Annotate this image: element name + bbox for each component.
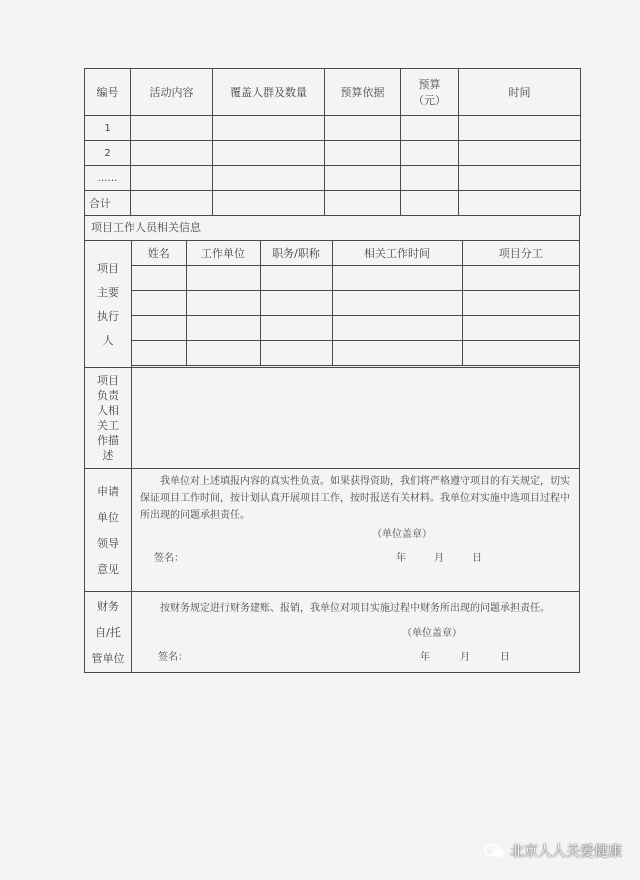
table-row [85, 141, 581, 166]
applicant-content [132, 469, 579, 591]
table-cell[interactable] [325, 166, 401, 191]
finance-block [85, 591, 579, 672]
table-cell[interactable] [332, 315, 462, 340]
budget-table [84, 68, 581, 216]
table-cell[interactable] [332, 265, 462, 290]
label-line: 主要 [97, 286, 119, 299]
table-cell[interactable] [462, 315, 579, 340]
table-cell[interactable] [132, 315, 186, 340]
table-row [132, 340, 579, 365]
finance-statement: 按财务规定进行财务建账、报销，我单位对项目实施过程中财务所出现的问题承担责任。 [160, 603, 550, 614]
label-line: 述 [102, 449, 114, 462]
header-name: 姓名 [132, 241, 186, 265]
label-line: 人 [102, 334, 114, 347]
header-basis: 预算依据 [325, 69, 401, 116]
watermark [484, 841, 622, 861]
table-cell[interactable] [462, 290, 579, 315]
label-line: 负责 [97, 389, 119, 402]
day-label: 日 [472, 553, 482, 564]
leader-desc-label [85, 368, 132, 468]
table-cell[interactable] [260, 340, 332, 365]
header-division: 项目分工 [462, 241, 579, 265]
table-cell[interactable] [401, 141, 459, 166]
table-cell[interactable] [132, 290, 186, 315]
applicant-seal: （单位盖章） [372, 529, 432, 540]
table-cell[interactable] [131, 141, 213, 166]
table-cell[interactable] [131, 116, 213, 141]
table-cell[interactable] [401, 191, 459, 216]
table-cell[interactable] [459, 141, 581, 166]
table-cell[interactable] [462, 265, 579, 290]
table-cell[interactable] [325, 116, 401, 141]
row-total-label: 合计 [85, 191, 131, 216]
staff-section [84, 216, 580, 673]
table-cell[interactable] [186, 315, 260, 340]
budget-header-row [85, 69, 581, 116]
month-label: 月 [460, 652, 470, 663]
finance-seal: （单位盖章） [402, 628, 462, 639]
header-position: 职务/职称 [260, 241, 332, 265]
sign-label: 签名： [158, 652, 188, 663]
table-cell[interactable] [213, 116, 325, 141]
wechat-icon [484, 843, 506, 859]
table-cell[interactable] [131, 191, 213, 216]
table-row [85, 116, 581, 141]
table-row [132, 265, 579, 290]
day-label: 日 [500, 652, 510, 663]
label-line: 申请 [97, 485, 119, 498]
table-cell[interactable] [332, 340, 462, 365]
label-line: 人相 [97, 404, 119, 417]
year-label: 年 [420, 652, 430, 663]
table-cell[interactable] [213, 166, 325, 191]
header-coverage: 覆盖人群及数量 [213, 69, 325, 116]
label-line: 管单位 [91, 652, 125, 665]
table-cell[interactable] [186, 265, 260, 290]
row-number: 2 [85, 141, 131, 166]
table-row [132, 315, 579, 340]
table-row [85, 166, 581, 191]
table-cell[interactable] [213, 141, 325, 166]
label-line: 自/托 [95, 626, 121, 639]
year-label: 年 [396, 553, 406, 564]
table-cell[interactable] [260, 290, 332, 315]
label-line: 项目 [97, 262, 119, 275]
header-time: 时间 [459, 69, 581, 116]
applicant-block [85, 468, 579, 591]
table-cell[interactable] [186, 340, 260, 365]
label-line: 作描 [97, 434, 119, 447]
table-row-total [85, 191, 581, 216]
table-cell[interactable] [401, 166, 459, 191]
table-cell[interactable] [260, 315, 332, 340]
header-activity: 活动内容 [131, 69, 213, 116]
table-cell[interactable] [332, 290, 462, 315]
applicant-statement: 我单位对上述填报内容的真实性负责。如果获得资助，我们将严格遵守项目的有关规定，切实保证项目工作时间，按计划认真开展项目工作，按时报送有关材料。我单位对实施中选项目过程中所出现的问题承担责任。 [140, 476, 570, 521]
label-line: 单位 [97, 511, 119, 524]
table-cell[interactable] [325, 191, 401, 216]
header-budget-line2: （元） [413, 94, 446, 107]
staff-table-wrap [132, 241, 579, 367]
header-budget-line1: 预算 [418, 78, 441, 91]
header-number: 编号 [85, 69, 131, 116]
finance-content [132, 592, 579, 672]
application-form [84, 68, 580, 673]
table-cell[interactable] [132, 340, 186, 365]
header-work-time: 相关工作时间 [332, 241, 462, 265]
row-number: …… [85, 166, 131, 191]
table-cell[interactable] [459, 116, 581, 141]
table-cell[interactable] [260, 265, 332, 290]
finance-label [85, 592, 132, 672]
table-cell[interactable] [132, 265, 186, 290]
label-line: 领导 [97, 537, 119, 550]
table-cell[interactable] [462, 340, 579, 365]
watermark-text: 北京人人关爱健康 [510, 844, 622, 860]
table-cell[interactable] [186, 290, 260, 315]
staff-section-title: 项目工作人员相关信息 [91, 221, 201, 234]
leader-desc-block [85, 367, 579, 468]
table-cell[interactable] [459, 191, 581, 216]
label-line: 关工 [97, 419, 119, 432]
label-line: 财务 [97, 600, 119, 613]
month-label: 月 [434, 553, 444, 564]
applicant-sign-line [154, 549, 574, 564]
staff-left-label [85, 241, 132, 367]
leader-desc-field[interactable] [132, 368, 579, 468]
header-employer: 工作单位 [186, 241, 260, 265]
label-line: 执行 [97, 310, 119, 323]
finance-sign-line [158, 648, 578, 663]
sign-label: 签名： [154, 553, 184, 564]
row-number: 1 [85, 116, 131, 141]
table-cell[interactable] [131, 166, 213, 191]
table-cell[interactable] [325, 141, 401, 166]
applicant-label [85, 469, 132, 591]
staff-block [85, 240, 579, 367]
label-line: 意见 [97, 563, 119, 576]
label-line: 项目 [97, 374, 119, 387]
header-budget [401, 69, 459, 116]
table-row [132, 290, 579, 315]
table-cell[interactable] [459, 166, 581, 191]
staff-header-row [132, 241, 579, 265]
table-cell[interactable] [213, 191, 325, 216]
table-cell[interactable] [401, 116, 459, 141]
staff-table [132, 241, 579, 366]
